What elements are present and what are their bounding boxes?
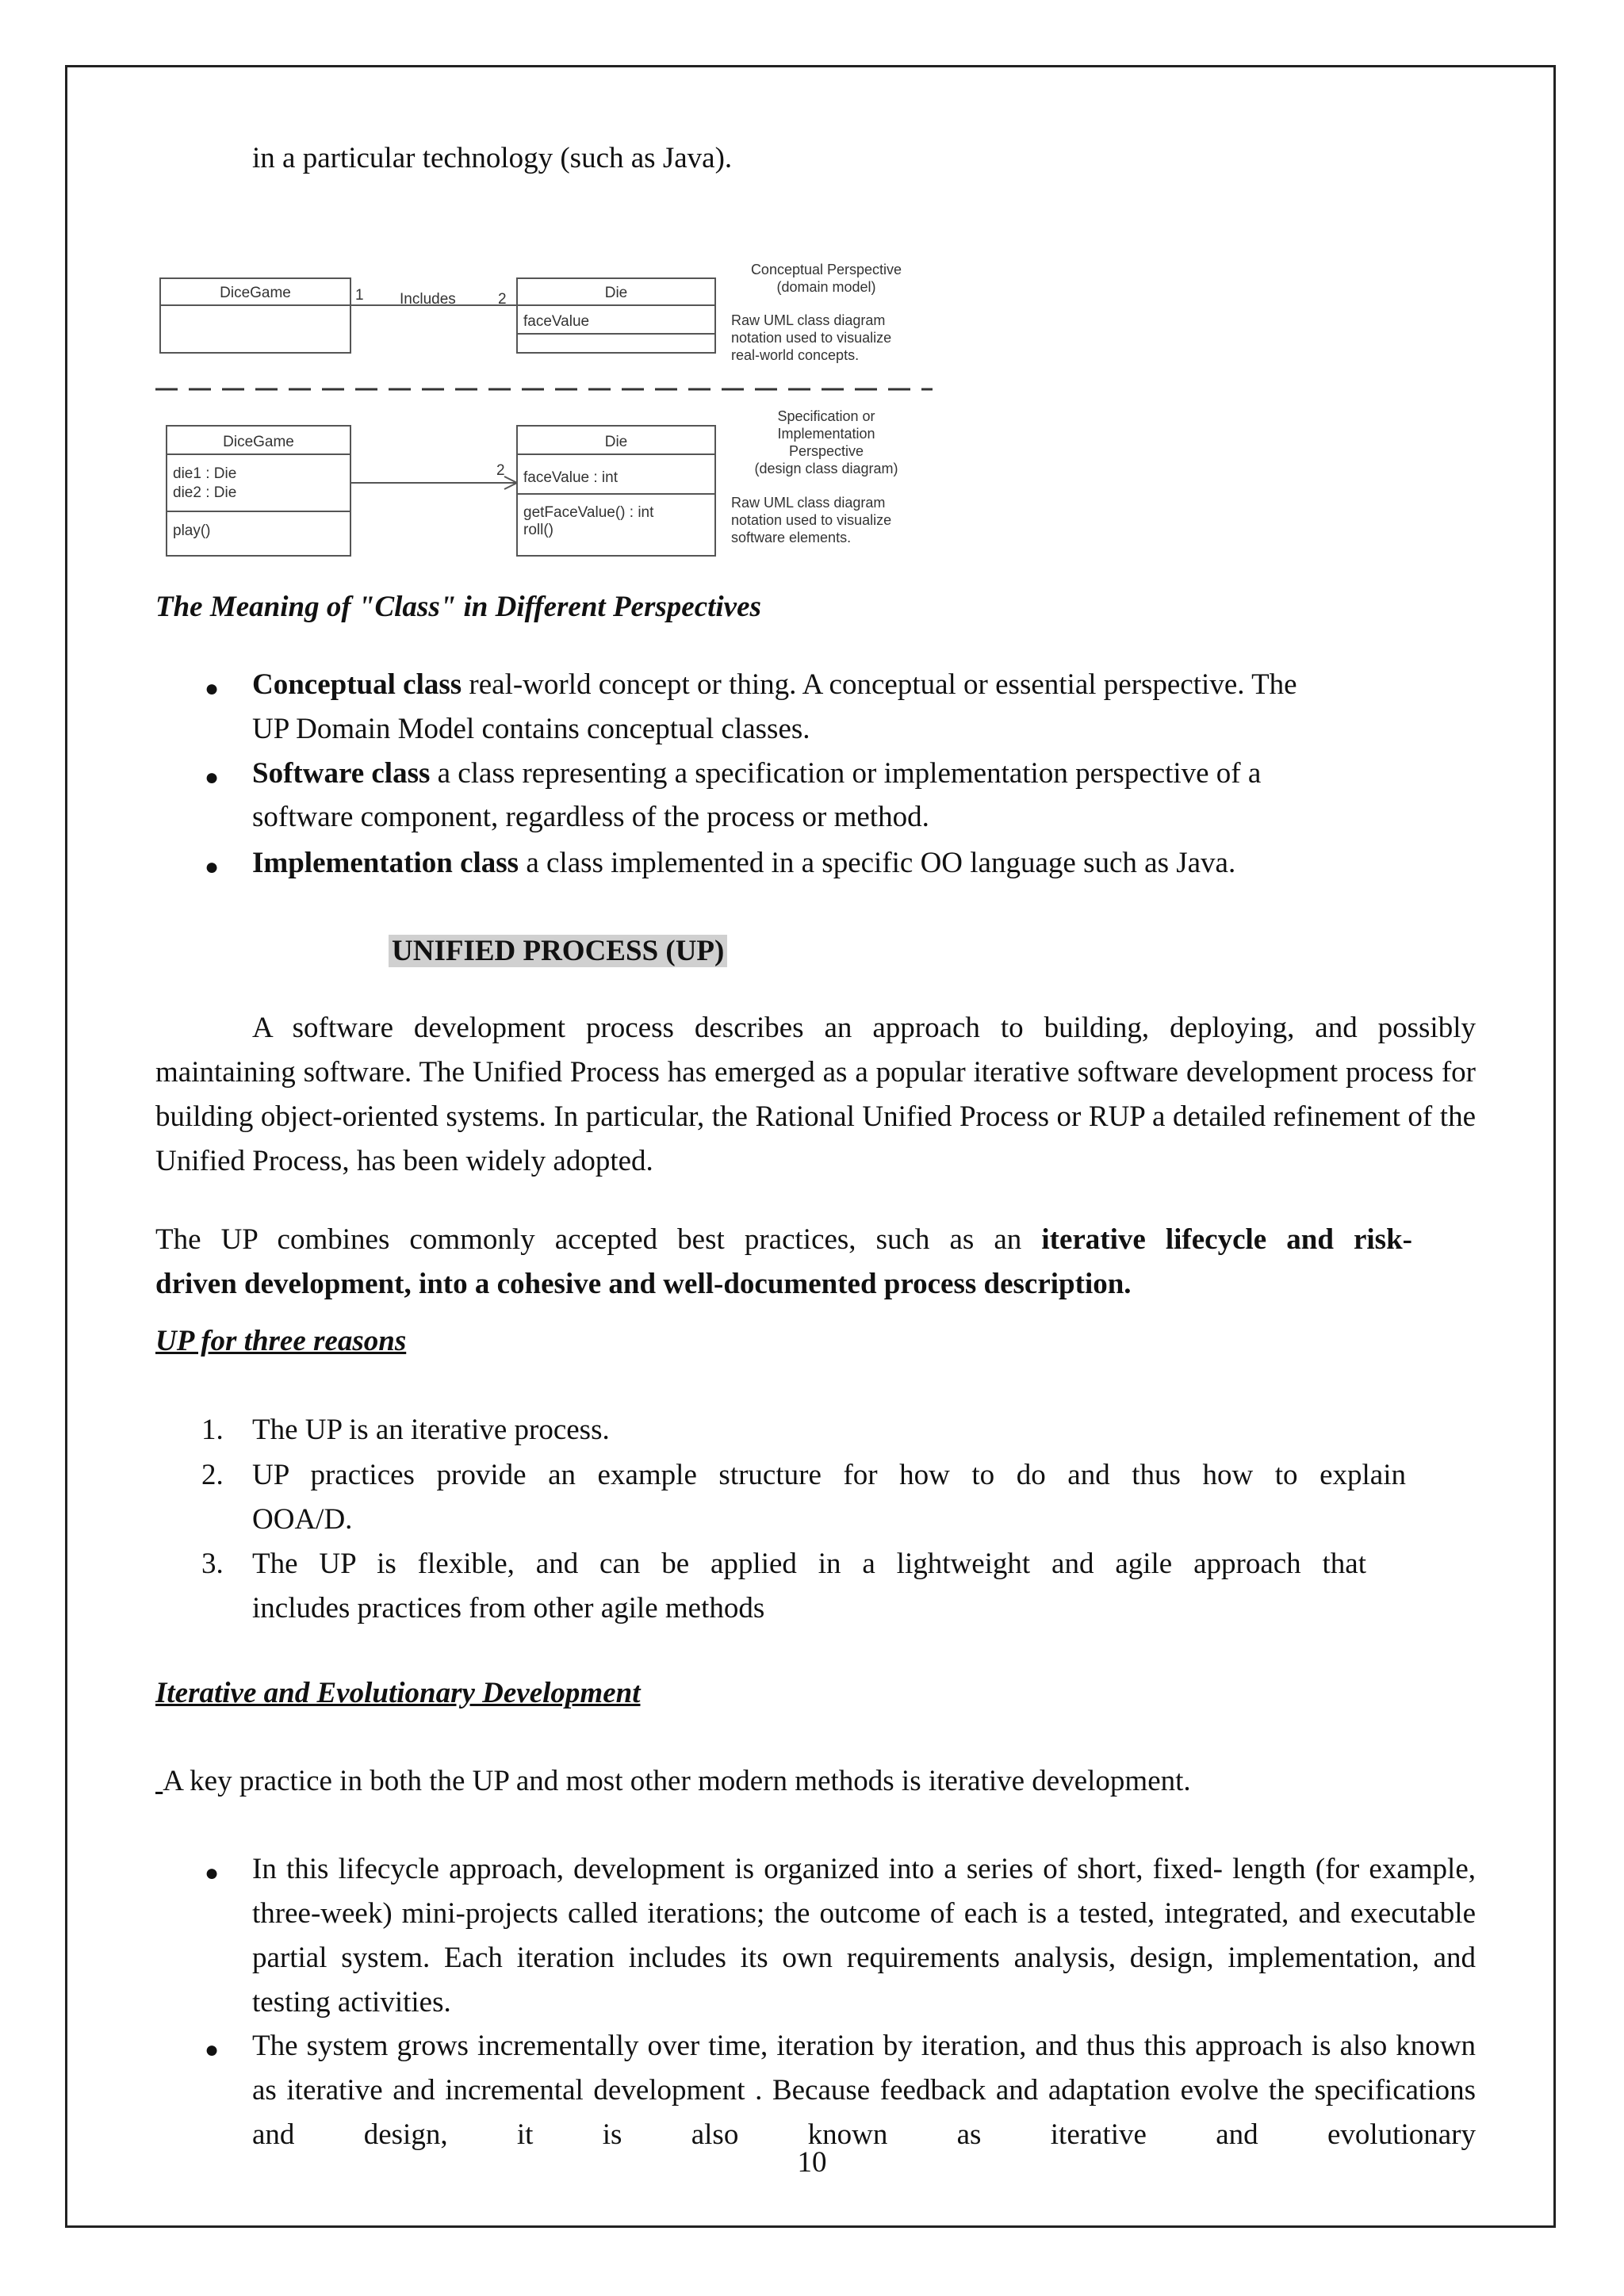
design-die-class bbox=[517, 426, 715, 556]
svg-text:notation used to visualize: notation used to visualize bbox=[731, 330, 892, 346]
up-paragraph-1: A software development process describes an approach to building, deploying, and possibly maintaining software. The Unified Process has emerged as a popular iterative software development process for building object-oriented systems. In particular, the Rational Unified Process or RUP a detailed refinement of the Unified Process, has been widely adopted. bbox=[155, 1012, 1476, 1177]
class-bullet-software-cont: software component, regardless of the process or method. bbox=[252, 801, 929, 833]
svg-text:notation used to visualize: notation used to visualize bbox=[731, 512, 892, 528]
iter-heading: Iterative and Evolutionary Development bbox=[155, 1677, 641, 1709]
bullet-marker: ● bbox=[205, 675, 220, 702]
bullet-marker: ● bbox=[205, 854, 220, 880]
class-attribute: faceValue bbox=[523, 313, 590, 330]
class-operation: getFaceValue() : int bbox=[523, 504, 654, 521]
svg-text:Raw UML class diagram: Raw UML class diagram bbox=[731, 312, 886, 328]
up-paragraph-2-cont: driven development, into a cohesive and well-documented process description. bbox=[155, 1268, 1132, 1300]
svg-text:Conceptual Perspective: Conceptual Perspective bbox=[750, 262, 902, 277]
association-label: Includes bbox=[400, 291, 456, 308]
reason-number: 3. bbox=[201, 1548, 224, 1580]
svg-text:Perspective: Perspective bbox=[788, 443, 864, 459]
reason-item: The UP is flexible, and can be applied in a lightweight and agile approach that bbox=[252, 1548, 1366, 1580]
class-bullet-conceptual: Conceptual class real-world concept or thing. A conceptual or essential perspective. The bbox=[252, 668, 1297, 701]
reasons-heading: UP for three reasons bbox=[155, 1325, 407, 1357]
design-note bbox=[731, 408, 898, 545]
svg-text:Implementation: Implementation bbox=[777, 426, 875, 442]
reason-number: 1. bbox=[201, 1414, 224, 1446]
class-bullet-software: Software class a class representing a specification or implementation perspective of a bbox=[252, 757, 1262, 790]
svg-text:(design class diagram): (design class diagram) bbox=[754, 461, 898, 476]
conceptual-note bbox=[731, 262, 902, 363]
iter-bullet-1: In this lifecycle approach, development is organized into a series of short, fixed- length (for example, three-week) mini-projects called iterations; the outcome of each is a tested, integrated, and executable partial system. Each iteration includes its own requirements analysis, design, implementation, and testing activities. bbox=[252, 1853, 1476, 2019]
class-name: Die bbox=[604, 434, 628, 450]
reason-item-cont: includes practices from other agile methods bbox=[252, 1592, 765, 1624]
class-name: Die bbox=[604, 285, 628, 301]
iter-intro: A key practice in both the UP and most other modern methods is iterative development. bbox=[163, 1765, 1191, 1797]
multiplicity-left: 1 bbox=[355, 287, 364, 304]
uml-class-diagram bbox=[155, 258, 933, 559]
reason-number: 2. bbox=[201, 1459, 224, 1491]
class-attribute: die1 : Die bbox=[173, 465, 237, 482]
meaning-heading: The Meaning of "Class" in Different Perspectives bbox=[155, 591, 761, 623]
svg-text:(domain model): (domain model) bbox=[776, 279, 876, 295]
conceptual-dicegame-class bbox=[160, 278, 350, 353]
reason-item: The UP is an iterative process. bbox=[252, 1414, 610, 1446]
design-dicegame-class bbox=[167, 426, 350, 556]
reason-item: UP practices provide an example structure for how to do and thus how to explain bbox=[252, 1459, 1406, 1491]
svg-text:Raw UML class diagram: Raw UML class diagram bbox=[731, 495, 886, 511]
multiplicity: 2 bbox=[496, 462, 505, 479]
bullet-marker: ● bbox=[205, 764, 220, 790]
up-heading: UNIFIED PROCESS (UP) bbox=[389, 935, 727, 967]
class-bullet-conceptual-cont: UP Domain Model contains conceptual classes. bbox=[252, 713, 810, 745]
page-number: 10 bbox=[797, 2146, 827, 2179]
svg-text:software elements.: software elements. bbox=[731, 530, 852, 545]
conceptual-die-class bbox=[517, 278, 715, 353]
class-name: DiceGame bbox=[220, 285, 291, 301]
multiplicity-right: 2 bbox=[498, 291, 507, 308]
class-bullet-implementation: Implementation class a class implemented in a specific OO language such as Java. bbox=[252, 847, 1236, 879]
bullet-marker: ● bbox=[205, 2037, 220, 2063]
svg-text:Specification or: Specification or bbox=[777, 408, 875, 424]
up-paragraph-2: The UP combines commonly accepted best practices, such as an iterative lifecycle and risk- bbox=[155, 1223, 1412, 1256]
class-attribute: die2 : Die bbox=[173, 484, 237, 501]
bullet-marker: ● bbox=[205, 1860, 220, 1886]
reason-item-cont: OOA/D. bbox=[252, 1503, 353, 1536]
class-operation: play() bbox=[173, 522, 211, 539]
intro-line: in a particular technology (such as Java). bbox=[252, 142, 733, 174]
up-heading-wrap bbox=[389, 929, 727, 974]
class-name: DiceGame bbox=[223, 434, 294, 450]
class-operation: roll() bbox=[523, 522, 553, 538]
iter-bullet-2: The system grows incrementally over time, iteration by iteration, and thus this approach is also known as iterative and incremental development . Because feedback and adaptation evolve the specifications and design, it is also known as iterative and evolutionary bbox=[252, 2030, 1476, 2151]
class-attribute: faceValue : int bbox=[523, 469, 619, 486]
svg-text:real-world concepts.: real-world concepts. bbox=[731, 347, 860, 363]
